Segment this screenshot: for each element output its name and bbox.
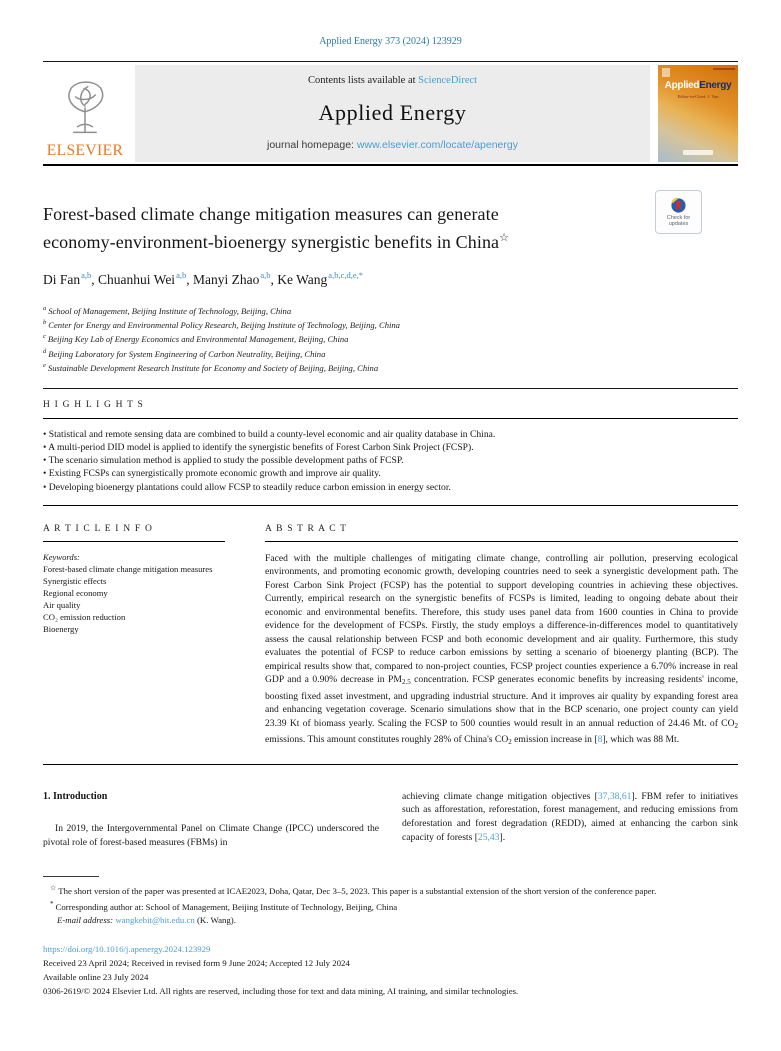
intro-left-column <box>43 790 379 850</box>
abstract-text: Faced with the multiple challenges of mitigating climate change, controlling air pollution, preserving ecological environments, and promoting economic growth, developing countries need to seek a synergistic development path. The Forest Carbon Sink Project (FCSP) has the potential to support developing countries in achieving these objectives. Currently, empirical research on the synergistic benefits of FCSPs is limited, leading to ongoing debate about their economic and environmental benefits. Therefore, this study uses panel data from 1600 counties in China to provide evidence for the development of FCSPs. Firstly, the study employs a difference-in-differences model to quantitatively assess the causal relationship between FCSP and both economic development and air quality. Furthermore, this study evaluates the potential of FCSP to reduce carbon emissions by setting a scenario of bioenergy planting (BCP). The empirical results show that, compared to non-project counties, FCSP project counties experience a 6.70% increase in real GDP and a 0.90% decrease in $PM_{2.5}$ concentration. FCSP generates economic benefits by increasing residents' income, boosting fixed asset investment, and upgrading industrial structure. And it improves air quality by expanding forest area and enhancing vegetation coverage. Scenario simulations show that in the BCP scenario, one project county can yield 23.39 Kt of biomass yearly. Scaling the FCSP to 500 counties would result in an annual reduction of 24.46 Mt. of $CO_2$ emissions. This amount constitutes roughly 28% of China's $CO_2$ emission increase in [8], which was 88 Mt. <box>265 552 738 747</box>
affiliation-text: Center for Energy and Environmental Policy Research, Beijing Institute of Technology, Beijing, China <box>48 319 400 330</box>
affiliation-sup: e <box>43 362 46 370</box>
affiliation <box>43 331 738 345</box>
title-footnote-mark[interactable]: ☆ <box>499 232 510 244</box>
keyword: Synergistic effects <box>43 575 107 586</box>
top-rule <box>43 61 738 62</box>
elsevier-tree-icon <box>57 77 113 141</box>
highlights-list <box>43 428 738 494</box>
article-title-line2: economy-environment-bioenergy synergistic benefits in China <box>43 232 500 252</box>
abstract-bottom-rule <box>43 764 738 765</box>
footnote-conference <box>43 882 738 898</box>
keywords-list <box>43 563 225 635</box>
keyword: Bioenergy <box>43 623 79 634</box>
journal-title: Applied Energy <box>318 99 467 125</box>
cover-title-energy: Energy <box>699 80 732 91</box>
sciencedirect-link[interactable]: ScienceDirect <box>418 75 478 86</box>
author-affiliation-sup[interactable]: a,b <box>81 270 92 280</box>
affiliation-sup: b <box>43 318 47 326</box>
homepage-line <box>135 139 650 151</box>
keyword: CO₂ emission reduction <box>43 611 126 622</box>
elsevier-logo[interactable] <box>43 65 127 162</box>
footnotes-block <box>43 876 738 927</box>
cover-editor-line: Editor-in-Chief: J. Yan <box>677 94 719 99</box>
affiliation-sup: d <box>43 347 47 355</box>
footer-block <box>43 942 738 998</box>
article-info-heading: A R T I C L E I N F O <box>43 524 225 542</box>
affiliation-list <box>43 303 738 375</box>
homepage-url-link[interactable]: www.elsevier.com/locate/apenergy <box>356 139 518 151</box>
info-abstract-section <box>43 524 738 750</box>
article-title-line1: Forest-based climate change mitigation measures can generate <box>43 204 499 224</box>
highlight-item: • Developing bioenergy plantations could allow FCSP to steadily reduce carbon emission in energy sector. <box>43 481 738 494</box>
affiliation <box>43 317 738 331</box>
banner-center <box>135 65 650 162</box>
elsevier-wordmark: ELSEVIER <box>46 142 124 159</box>
introduction-section <box>43 790 738 850</box>
affiliation-text: Beijing Laboratory for System Engineering of Carbon Neutrality, Beijing, China <box>48 348 326 359</box>
footnote-asterisk-mark: * <box>50 899 54 908</box>
keyword: Forest-based climate change mitigation measures <box>43 563 213 574</box>
author-name: Di Fan <box>43 271 81 287</box>
highlights-top-rule <box>43 418 738 419</box>
copyright-line: 0306-2619/© 2024 Elsevier Ltd. All rights are reserved, including those for text and data mining, AI training, and similar technologies. <box>43 986 519 997</box>
cover-bottom-mark <box>683 150 713 155</box>
contents-text: Contents lists available at <box>307 75 419 86</box>
footnote-corresponding-text: Corresponding author at: School of Management, Beijing Institute of Technology, Beijing, China <box>55 901 398 912</box>
crossmark-icon <box>670 197 687 214</box>
intro-section-heading: 1. Introduction <box>43 790 108 802</box>
abstract-column <box>265 524 738 750</box>
contents-line <box>135 75 650 86</box>
article-info-column <box>43 524 225 750</box>
available-online: Available online 23 July 2024 <box>43 972 149 983</box>
cover-issue-mark <box>713 68 735 70</box>
highlights-bottom-rule <box>43 505 738 506</box>
journal-banner <box>43 65 738 162</box>
author: Di Fan$^{a,b}$, <box>43 270 99 287</box>
author-affiliation-sup[interactable]: a,b <box>176 270 187 280</box>
intro-paragraph-left: In 2019, the Intergovernmental Panel on Climate Change (IPCC) underscored the pivotal role of forest-based measures (FBMs) in <box>43 823 379 848</box>
author: Manyi Zhao$^{a,b}$, <box>192 270 278 287</box>
affiliation <box>43 360 738 374</box>
footnote-star-mark: ☆ <box>50 883 57 892</box>
author-name: Ke Wang <box>277 271 328 287</box>
affiliation-text: Sustainable Development Research Institute for Economy and Society of Beijing, Beijing, China <box>47 363 379 374</box>
journal-cover-thumbnail[interactable] <box>658 65 738 162</box>
received-dates: Received 23 April 2024; Received in revised form 9 June 2024; Accepted 12 July 2024 <box>43 958 350 969</box>
author-list <box>43 270 738 288</box>
check-for-updates-badge[interactable] <box>655 190 702 234</box>
author: Chuanhui Wei$^{a,b}$, <box>98 270 193 287</box>
affiliation <box>43 303 738 317</box>
affiliation <box>43 346 738 360</box>
cover-publisher-mark <box>662 68 670 77</box>
affiliation-text: School of Management, Beijing Institute of Technology, Beijing, China <box>48 305 292 316</box>
crossmark-label: Check for updates <box>666 215 691 227</box>
keyword: Air quality <box>43 599 81 610</box>
highlights-heading: H I G H L I G H T S <box>43 399 144 410</box>
highlight-item: • Statistical and remote sensing data are combined to build a county-level economic and air quality database in China. <box>43 428 738 441</box>
title-block <box>43 200 738 256</box>
highlight-item: • Existing FCSPs can synergistically promote economic growth and improve air quality. <box>43 467 738 480</box>
intro-paragraph-right: achieving climate change mitigation objectives [37,38,61]. FBM refer to initiatives such as afforestation, reforestation, forest management, and reducing emissions from deforestation and forest degradation (REDD), aimed at enhancing the carbon sink capacity of forests [25,43]. <box>402 790 738 843</box>
author-name: Chuanhui Wei <box>98 271 176 287</box>
affiliation-sup: a <box>43 304 47 312</box>
keywords-label: Keywords: <box>43 551 80 562</box>
affiliation-sup: c <box>43 333 46 341</box>
cover-title <box>658 80 738 91</box>
footnote-star-text: The short version of the paper was presented at ICAE2023, Doha, Qatar, Dec 3–5, 2023. This paper is a substantial extension of the short version of the conference paper. <box>58 885 657 896</box>
banner-bottom-rule <box>43 164 738 166</box>
footnote-rule <box>43 876 99 877</box>
journal-reference: Applied Energy 373 (2024) 123929 <box>319 36 462 47</box>
doi-link[interactable]: https://doi.org/10.1016/j.apenergy.2024.123929 <box>43 944 211 955</box>
abstract-heading: A B S T R A C T <box>265 524 738 542</box>
cover-title-applied: Applied <box>664 80 700 91</box>
affiliations-bottom-rule <box>43 388 738 389</box>
intro-right-column <box>402 790 738 850</box>
author-affiliation-sup[interactable]: a,b,c,d,e,* <box>328 270 363 280</box>
keywords-block <box>43 551 225 635</box>
article-title <box>43 200 738 256</box>
affiliation-text: Beijing Key Lab of Energy Economics and Environmental Management, Beijing, China <box>47 334 349 345</box>
keyword: Regional economy <box>43 587 108 598</box>
highlight-item: • A multi-period DID model is applied to identify the synergistic benefits of Forest Carbon Sink Project (FCSP). <box>43 441 738 454</box>
author-affiliation-sup[interactable]: a,b <box>260 270 271 280</box>
footnote-email: E-mail address: wangkebit@bit.edu.cn (K. Wang). <box>57 914 236 925</box>
highlight-item: • The scenario simulation method is applied to study the possible development paths of FCSP. <box>43 454 738 467</box>
author-name: Manyi Zhao <box>192 271 260 287</box>
homepage-label: journal homepage: <box>267 139 357 151</box>
footnote-corresponding <box>43 898 738 914</box>
author <box>277 272 363 287</box>
